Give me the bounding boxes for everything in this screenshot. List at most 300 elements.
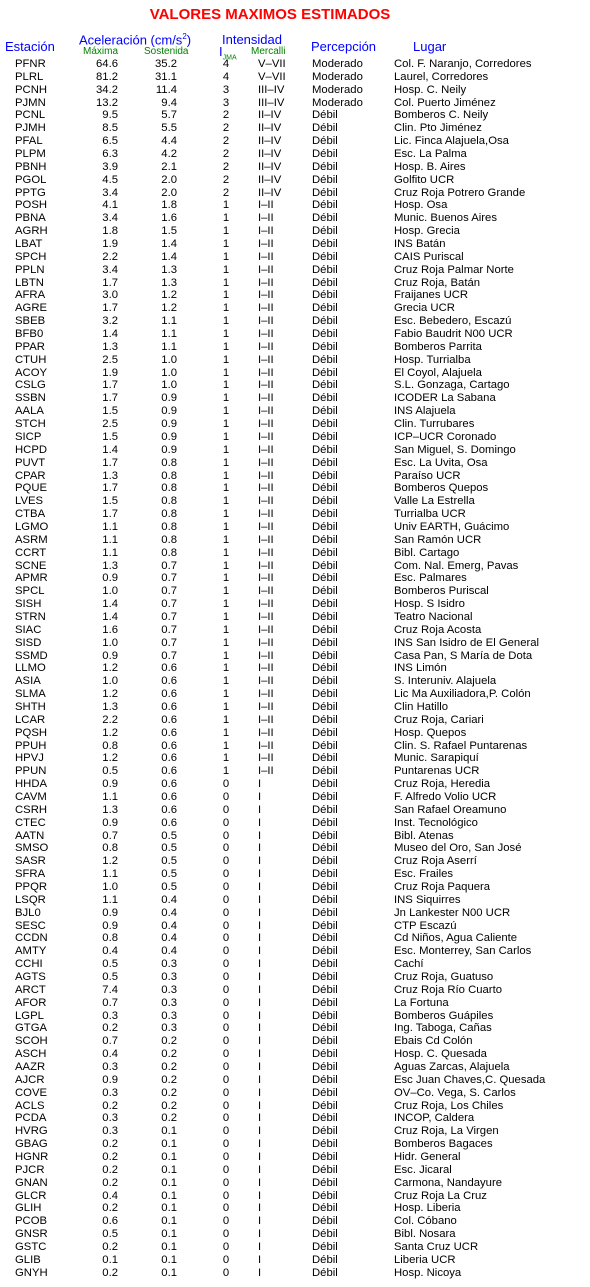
sustained-acceleration: 0.7 [161, 610, 177, 623]
max-acceleration: 1.0 [102, 675, 118, 688]
sustained-acceleration: 4.2 [161, 148, 177, 161]
mercalli-intensity: I–II [258, 559, 274, 572]
max-acceleration: 8.5 [102, 122, 118, 135]
perception: Débil [312, 1163, 338, 1176]
mercalli-intensity: I [258, 1202, 262, 1215]
table-row [0, 958, 590, 971]
jma-intensity: 1 [222, 315, 230, 328]
location: Bomberos Quepos [394, 482, 489, 495]
jma-intensity: 1 [222, 263, 230, 276]
max-acceleration: 2.2 [102, 250, 118, 263]
location: Cd Niños, Agua Caliente [394, 932, 518, 945]
sustained-acceleration: 0.5 [161, 855, 177, 868]
perception: Débil [312, 971, 338, 984]
mercalli-intensity: I–II [258, 520, 274, 533]
station-code: ASRM [15, 533, 48, 546]
sustained-acceleration: 0.3 [161, 958, 177, 971]
table-row [0, 1100, 590, 1113]
location: Hosp. B. Aires [394, 160, 466, 173]
sustained-acceleration: 0.3 [161, 996, 177, 1009]
perception: Débil [312, 289, 338, 302]
sustained-acceleration: 0.6 [161, 662, 177, 675]
location: Hosp. Osa [394, 199, 448, 212]
perception: Débil [312, 186, 338, 199]
table-row [0, 675, 590, 688]
station-code: PBNA [15, 212, 46, 225]
jma-intensity: 1 [222, 700, 230, 713]
location: Cruz Roja, Los Chiles [394, 1099, 504, 1112]
perception: Débil [312, 662, 338, 675]
table-row [0, 1125, 590, 1138]
table-row [0, 817, 590, 830]
perception: Débil [312, 366, 338, 379]
perception: Débil [312, 405, 338, 418]
sustained-acceleration: 0.5 [161, 829, 177, 842]
jma-intensity: 1 [222, 662, 230, 675]
mercalli-intensity: I–II [258, 212, 274, 225]
table-row [0, 598, 590, 611]
location: Esc. Monterrey, San Carlos [394, 945, 532, 958]
sustained-acceleration: 0.9 [161, 405, 177, 418]
perception: Débil [312, 958, 338, 971]
table-row [0, 521, 590, 534]
sustained-acceleration: 0.2 [161, 1073, 177, 1086]
location: Univ EARTH, Guácimo [394, 520, 510, 533]
table-row [0, 945, 590, 958]
sustained-acceleration: 0.1 [161, 1138, 177, 1151]
location: Cruz Roja Acosta [394, 623, 482, 636]
location: Munic. Sarapiquí [394, 752, 479, 765]
perception: Débil [312, 881, 338, 893]
jma-intensity: 0 [222, 971, 230, 984]
max-acceleration: 1.1 [102, 893, 118, 906]
table-row [0, 1202, 590, 1215]
perception: Débil [312, 906, 338, 919]
max-acceleration: 1.8 [102, 225, 118, 238]
mercalli-intensity: I [258, 1061, 262, 1074]
station-code: GLIB [15, 1253, 41, 1266]
station-code: GNSR [15, 1228, 48, 1241]
max-acceleration: 1.2 [102, 688, 118, 701]
table-row [0, 97, 590, 110]
station-code: LSQR [15, 893, 46, 906]
station-code: SFRA [15, 868, 46, 881]
table-row [0, 637, 590, 650]
max-acceleration: 1.7 [102, 302, 118, 315]
station-code: AATN [15, 829, 45, 842]
location: Bibl. Nosara [394, 1228, 456, 1241]
mercalli-intensity: I [258, 1241, 262, 1254]
perception: Débil [312, 546, 338, 559]
max-acceleration: 0.9 [102, 1073, 118, 1086]
header-maxima: Máxima [83, 46, 119, 57]
station-code: SMSO [15, 842, 49, 855]
jma-intensity: 0 [222, 778, 230, 791]
station-code: APMR [15, 572, 48, 585]
perception: Débil [312, 855, 338, 868]
mercalli-intensity: I [258, 932, 262, 945]
table-row [0, 752, 590, 765]
max-acceleration: 1.9 [102, 238, 118, 251]
sustained-acceleration: 0.2 [161, 1086, 177, 1099]
table-row [0, 341, 590, 354]
jma-intensity: 1 [222, 430, 230, 443]
mercalli-intensity: I–II [258, 379, 274, 392]
perception: Débil [312, 482, 338, 495]
sustained-acceleration: 0.2 [161, 1035, 177, 1048]
mercalli-intensity: I [258, 1138, 262, 1151]
mercalli-intensity: I–II [258, 238, 274, 251]
sustained-acceleration: 1.2 [161, 289, 177, 302]
mercalli-intensity: I [258, 1009, 262, 1022]
jma-intensity: 0 [222, 1189, 230, 1202]
mercalli-intensity: I–II [258, 610, 274, 623]
station-code: GTGA [15, 1022, 48, 1035]
sustained-acceleration: 0.2 [161, 1048, 177, 1061]
jma-intensity: 0 [222, 1163, 230, 1176]
location: Esc. La Uvita, Osa [394, 456, 488, 469]
table-row [0, 1022, 590, 1035]
location: Puntarenas UCR [394, 765, 480, 778]
jma-intensity: 1 [222, 726, 230, 739]
max-acceleration: 0.5 [102, 971, 118, 984]
location: Cruz Roja, La Virgen [394, 1125, 499, 1138]
sustained-acceleration: 1.0 [161, 366, 177, 379]
table-row [0, 1228, 590, 1241]
perception: Débil [312, 1266, 338, 1279]
table-row [0, 714, 590, 727]
perception: Débil [312, 392, 338, 405]
jma-intensity: 2 [222, 160, 230, 173]
jma-intensity: 0 [222, 1022, 230, 1035]
sustained-acceleration: 1.3 [161, 263, 177, 276]
mercalli-intensity: I–II [258, 250, 274, 263]
jma-intensity: 0 [222, 1048, 230, 1061]
sustained-acceleration: 1.5 [161, 225, 177, 238]
location: Clin. Pto Jiménez [394, 122, 482, 135]
mercalli-intensity: II–IV [258, 122, 282, 135]
location: Bibl. Cartago [394, 546, 460, 559]
station-code: GLCR [15, 1189, 47, 1202]
perception: Débil [312, 585, 338, 598]
sustained-acceleration: 0.1 [161, 1176, 177, 1189]
perception: Débil [312, 1099, 338, 1112]
max-acceleration: 1.7 [102, 456, 118, 469]
perception: Débil [312, 623, 338, 636]
station-code: CTEC [15, 816, 46, 829]
max-acceleration: 0.4 [102, 1048, 118, 1061]
max-acceleration: 2.2 [102, 713, 118, 726]
location: Liberia UCR [394, 1253, 456, 1266]
perception: Débil [312, 893, 338, 906]
location: Teatro Nacional [394, 610, 473, 623]
location: Cachí [394, 958, 424, 971]
jma-intensity: 1 [222, 225, 230, 238]
perception: Débil [312, 1189, 338, 1202]
mercalli-intensity: I–II [258, 263, 274, 276]
location: Carmona, Nandayure [394, 1176, 503, 1189]
location: CTP Escazú [394, 919, 457, 932]
station-code: PPUN [15, 765, 47, 778]
max-acceleration: 0.9 [102, 778, 118, 791]
station-code: AFOR [15, 996, 47, 1009]
jma-intensity: 1 [222, 199, 230, 212]
jma-intensity: 0 [222, 1253, 230, 1266]
table-row [0, 328, 590, 341]
sustained-acceleration: 0.1 [161, 1266, 177, 1279]
jma-intensity: 1 [222, 495, 230, 508]
mercalli-intensity: I [258, 829, 262, 842]
table-row [0, 701, 590, 714]
perception: Débil [312, 610, 338, 623]
max-acceleration: 3.2 [102, 315, 118, 328]
mercalli-intensity: I [258, 893, 262, 906]
jma-intensity: 0 [222, 1138, 230, 1151]
station-code: SHTH [15, 700, 46, 713]
mercalli-intensity: II–IV [258, 148, 282, 161]
max-acceleration: 3.0 [102, 289, 118, 302]
table-row [0, 58, 590, 71]
location: Bibl. Atenas [394, 829, 454, 842]
perception: Débil [312, 443, 338, 456]
jma-intensity: 1 [222, 765, 230, 778]
max-acceleration: 0.2 [102, 1266, 118, 1279]
sustained-acceleration: 0.2 [161, 1112, 177, 1125]
perception: Débil [312, 353, 338, 366]
perception: Débil [312, 456, 338, 469]
sustained-acceleration: 0.6 [161, 752, 177, 765]
sustained-acceleration: 0.8 [161, 546, 177, 559]
table-row [0, 830, 590, 843]
perception: Débil [312, 520, 338, 533]
table-row [0, 199, 590, 212]
station-code: HPVJ [15, 752, 44, 765]
mercalli-intensity: I [258, 803, 262, 816]
table-row [0, 264, 590, 277]
station-code: LLMO [15, 662, 46, 675]
max-acceleration: 1.3 [102, 340, 118, 353]
jma-intensity: 2 [222, 148, 230, 161]
sustained-acceleration: 0.1 [161, 1241, 177, 1254]
station-code: PCDA [15, 1112, 47, 1125]
max-acceleration: 64.6 [96, 58, 118, 70]
jma-intensity: 0 [222, 958, 230, 971]
sustained-acceleration: 0.8 [161, 469, 177, 482]
jma-intensity: 0 [222, 816, 230, 829]
max-acceleration: 0.3 [102, 1125, 118, 1138]
mercalli-intensity: I–II [258, 675, 274, 688]
table-row [0, 1061, 590, 1074]
jma-intensity: 2 [222, 109, 230, 122]
table-row [0, 251, 590, 264]
station-code: ASIA [15, 675, 41, 688]
table-row [0, 431, 590, 444]
table-row [0, 1215, 590, 1228]
mercalli-intensity: I–II [258, 623, 274, 636]
jma-intensity: 1 [222, 250, 230, 263]
table-row [0, 84, 590, 97]
location: Cruz Roja Aserrí [394, 855, 477, 868]
jma-intensity: 1 [222, 443, 230, 456]
mercalli-intensity: I–II [258, 726, 274, 739]
mercalli-intensity: I–II [258, 430, 274, 443]
mercalli-intensity: I–II [258, 533, 274, 546]
location: Esc. Palmares [394, 572, 467, 585]
sustained-acceleration: 1.3 [161, 276, 177, 289]
perception: Débil [312, 559, 338, 572]
perception: Débil [312, 1086, 338, 1099]
mercalli-intensity: I [258, 1125, 262, 1138]
table-row [0, 547, 590, 560]
jma-intensity: 1 [222, 212, 230, 225]
perception: Débil [312, 160, 338, 173]
table-row [0, 379, 590, 392]
location: Cruz Roja La Cruz [394, 1189, 487, 1202]
station-code: PPUH [15, 739, 47, 752]
sustained-acceleration: 0.1 [161, 1189, 177, 1202]
table-row [0, 534, 590, 547]
sustained-acceleration: 0.7 [161, 649, 177, 662]
jma-intensity: 1 [222, 405, 230, 418]
perception: Débil [312, 340, 338, 353]
mercalli-intensity: I [258, 1253, 262, 1266]
jma-intensity: 0 [222, 1228, 230, 1241]
sustained-acceleration: 0.2 [161, 1061, 177, 1074]
table-row [0, 148, 590, 161]
sustained-acceleration: 0.1 [161, 1253, 177, 1266]
station-code: AAZR [15, 1061, 46, 1074]
perception: Débil [312, 122, 338, 135]
max-acceleration: 1.2 [102, 662, 118, 675]
perception: Moderado [312, 96, 363, 109]
sustained-acceleration: 0.6 [161, 816, 177, 829]
location: Hosp. C. Neily [394, 83, 467, 96]
mercalli-intensity: I [258, 1189, 262, 1202]
header-lugar: Lugar [413, 39, 447, 54]
station-code: GLIH [15, 1202, 42, 1215]
table-row [0, 315, 590, 328]
sustained-acceleration: 0.4 [161, 919, 177, 932]
station-code: PPLN [15, 263, 45, 276]
location: Esc Juan Chaves,C. Quesada [394, 1073, 546, 1086]
mercalli-intensity: I–II [258, 598, 274, 611]
location: Museo del Oro, San José [394, 842, 522, 855]
table-row [0, 354, 590, 367]
perception: Moderado [312, 70, 363, 83]
location: INS San Isidro de El General [394, 636, 540, 649]
max-acceleration: 0.9 [102, 816, 118, 829]
max-acceleration: 0.3 [102, 1086, 118, 1099]
table-row [0, 109, 590, 122]
location: INCOP, Caldera [394, 1112, 475, 1125]
perception: Débil [312, 1241, 338, 1254]
max-acceleration: 0.3 [102, 1061, 118, 1074]
jma-intensity: 0 [222, 1241, 230, 1254]
station-code: LGPL [15, 1009, 44, 1022]
station-code: AMTY [15, 945, 47, 958]
station-code: PJCR [15, 1163, 45, 1176]
sustained-acceleration: 0.1 [161, 1202, 177, 1215]
sustained-acceleration: 0.4 [161, 893, 177, 906]
location: Cruz Roja, Batán [394, 276, 481, 289]
perception: Débil [312, 816, 338, 829]
location: Clin Hatillo [394, 700, 448, 713]
mercalli-intensity: I–II [258, 456, 274, 469]
mercalli-intensity: I [258, 1112, 262, 1125]
station-code: CPAR [15, 469, 46, 482]
perception: Débil [312, 752, 338, 765]
location: Esc. La Palma [394, 148, 467, 161]
jma-intensity: 1 [222, 289, 230, 302]
jma-intensity: 1 [222, 623, 230, 636]
station-code: GNAN [15, 1176, 48, 1189]
mercalli-intensity: II–IV [258, 186, 282, 199]
location: OV–Co. Vega, S. Carlos [394, 1086, 516, 1099]
station-code: GBAG [15, 1138, 48, 1151]
sustained-acceleration: 0.7 [161, 572, 177, 585]
max-acceleration: 1.1 [102, 790, 118, 803]
max-acceleration: 1.6 [102, 623, 118, 636]
max-acceleration: 1.1 [102, 868, 118, 881]
jma-intensity: 1 [222, 585, 230, 598]
mercalli-intensity: I–II [258, 636, 274, 649]
sustained-acceleration: 0.6 [161, 739, 177, 752]
mercalli-intensity: I–II [258, 713, 274, 726]
table-row [0, 920, 590, 933]
jma-intensity: 0 [222, 881, 230, 893]
sustained-acceleration: 11.4 [155, 83, 177, 96]
table-row [0, 1074, 590, 1087]
perception: Débil [312, 328, 338, 341]
perception: Débil [312, 1112, 338, 1125]
station-code: PFNR [15, 58, 46, 70]
mercalli-intensity: I [258, 1215, 262, 1228]
table-row [0, 572, 590, 585]
table-row [0, 881, 590, 894]
station-code: AFRA [15, 289, 46, 302]
table-row [0, 470, 590, 483]
max-acceleration: 1.2 [102, 855, 118, 868]
mercalli-intensity: I–II [258, 572, 274, 585]
table-row [0, 1164, 590, 1177]
sustained-acceleration: 0.5 [161, 881, 177, 893]
sustained-acceleration: 0.8 [161, 482, 177, 495]
table-row [0, 457, 590, 470]
station-code: PUVT [15, 456, 46, 469]
sustained-acceleration: 0.5 [161, 842, 177, 855]
mercalli-intensity: I–II [258, 469, 274, 482]
max-acceleration: 0.2 [102, 1202, 118, 1215]
perception: Débil [312, 508, 338, 521]
station-code: SISH [15, 598, 42, 611]
station-code: PGOL [15, 173, 47, 186]
sustained-acceleration: 0.8 [161, 508, 177, 521]
perception: Débil [312, 1138, 338, 1151]
perception: Débil [312, 430, 338, 443]
sustained-acceleration: 0.8 [161, 533, 177, 546]
jma-intensity: 0 [222, 1125, 230, 1138]
sustained-acceleration: 0.4 [161, 945, 177, 958]
max-acceleration: 1.4 [102, 610, 118, 623]
jma-intensity: 0 [222, 1086, 230, 1099]
max-acceleration: 1.5 [102, 430, 118, 443]
max-acceleration: 1.1 [102, 533, 118, 546]
jma-intensity: 0 [222, 983, 230, 996]
station-code: BFB0 [15, 328, 44, 341]
location: S. Interuniv. Alajuela [394, 675, 497, 688]
perception: Débil [312, 778, 338, 791]
sustained-acceleration: 0.4 [161, 932, 177, 945]
